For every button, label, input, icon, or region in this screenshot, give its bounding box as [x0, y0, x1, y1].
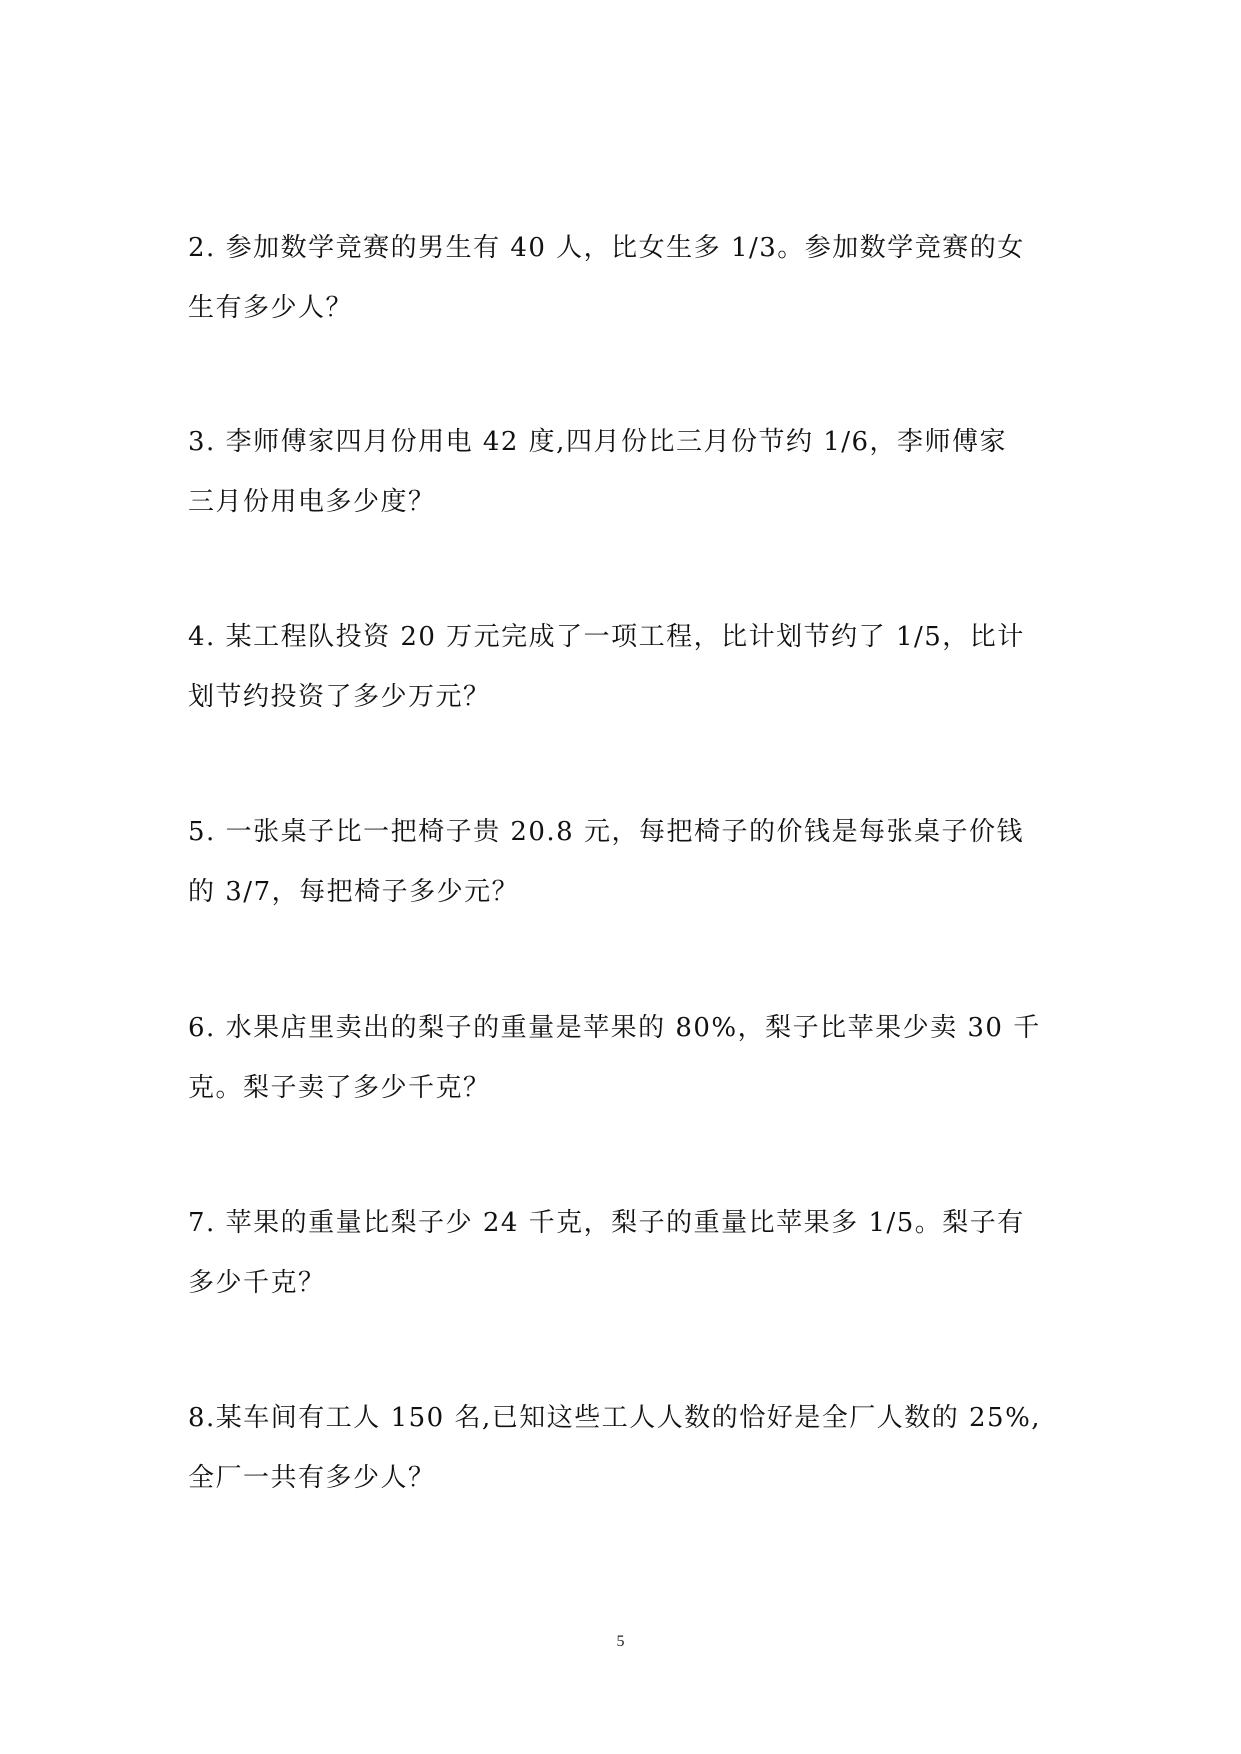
problem-6-line-2: 克。梨子卖了多少千克？ [188, 1073, 491, 1103]
problem-6-line-1: 6. 水果店里卖出的梨子的重量是苹果的 80%，梨子比苹果少卖 30 千 [188, 1013, 1041, 1043]
problem-5 [188, 802, 1058, 922]
problem-2-line-1: 2. 参加数学竞赛的男生有 40 人，比女生多 1/3。参加数学竞赛的女 [188, 233, 1025, 263]
problem-7 [188, 1193, 1058, 1313]
problem-7-line-2: 多少千克？ [188, 1268, 326, 1298]
problem-6 [188, 998, 1058, 1118]
problem-4-line-2: 划节约投资了多少万元？ [188, 682, 491, 712]
problem-4-line-1: 4. 某工程队投资 20 万元完成了一项工程，比计划节约了 1/5，比计 [188, 622, 1025, 652]
problem-2 [188, 218, 1058, 338]
page-number: 5 [616, 1633, 625, 1650]
problem-4 [188, 607, 1058, 727]
problem-8-line-1: 8.某车间有工人 150 名,已知这些工人人数的恰好是全厂人数的 25%, [188, 1403, 1042, 1433]
problem-3-line-1: 3. 李师傅家四月份用电 42 度,四月份比三月份节约 1/6，李师傅家 [188, 427, 1008, 457]
problem-3 [188, 412, 1058, 532]
problem-2-line-2: 生有多少人？ [188, 293, 354, 323]
problem-5-line-1: 5. 一张桌子比一把椅子贵 20.8 元，每把椅子的价钱是每张桌子价钱 [188, 817, 1024, 847]
problem-8-line-2: 全厂一共有多少人？ [188, 1463, 436, 1493]
problem-7-line-1: 7. 苹果的重量比梨子少 24 千克，梨子的重量比苹果多 1/5。梨子有 [188, 1208, 1025, 1238]
problem-5-line-2: 的 3/7，每把椅子多少元？ [188, 877, 520, 907]
problem-3-line-2: 三月份用电多少度？ [188, 487, 436, 517]
problem-8 [188, 1388, 1058, 1508]
